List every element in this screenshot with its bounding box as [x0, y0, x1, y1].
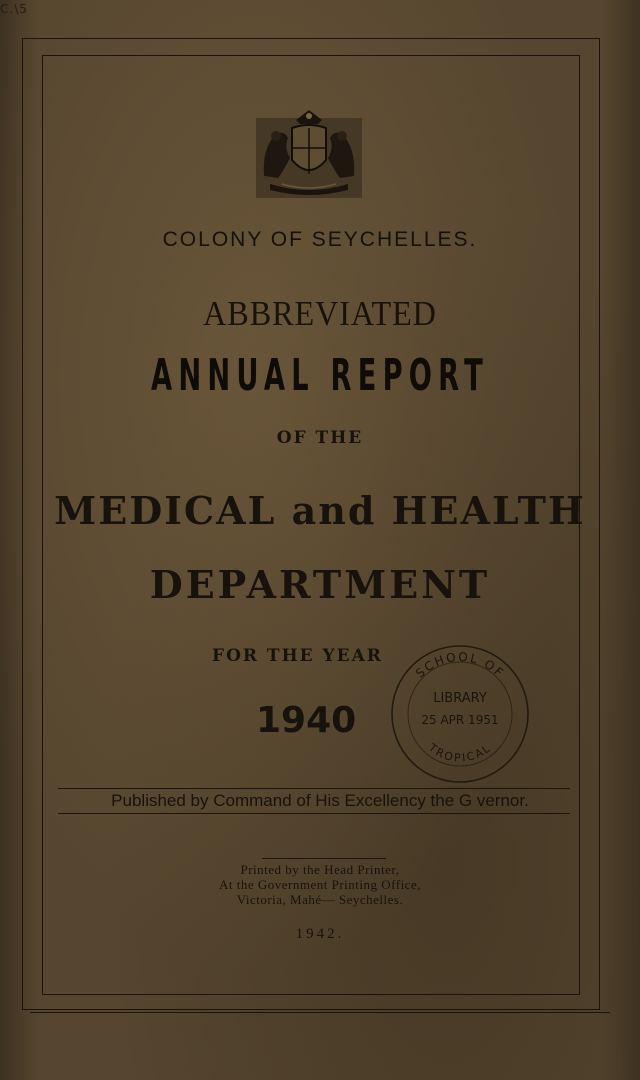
stamp-top-text: SCHOOL OF	[412, 649, 508, 681]
publication-rule-bottom	[58, 813, 570, 814]
library-stamp	[385, 640, 535, 788]
colony-heading: COLONY OF SEYCHELLES.	[162, 228, 478, 251]
svg-text:TROPICAL	[425, 740, 494, 764]
title-department: DEPARTMENT	[149, 562, 491, 607]
publication-year: 1942.	[295, 926, 345, 942]
imprint-line-3: Victoria, Mahé— Seychelles.	[236, 892, 404, 907]
imprint-line-1: Printed by the Head Printer,	[240, 862, 400, 877]
title-abbreviated: ABBREVIATED	[203, 294, 437, 333]
title-for-the-year: FOR THE YEAR	[212, 646, 383, 666]
publication-rule-top	[58, 788, 570, 789]
imprint-line-2: At the Government Printing Office,	[219, 877, 421, 892]
stamp-library-text: LIBRARY	[433, 691, 487, 706]
published-by-line: Published by Command of His Excellency the G vernor.	[111, 791, 529, 810]
corner-annotation: C.\5	[0, 2, 28, 16]
bottom-rule	[30, 1012, 610, 1013]
royal-coat-of-arms-icon	[254, 108, 364, 200]
title-of-the: OF THE	[276, 428, 364, 448]
stamp-bottom-text: TROPICAL	[426, 741, 494, 765]
report-year: 1940	[256, 700, 357, 741]
stamp-date-text: 25 APR 1951	[421, 713, 499, 727]
title-annual-report: ANNUAL REPORT	[151, 350, 489, 401]
imprint-rule	[262, 858, 386, 859]
title-medical-health: MEDICAL and HEALTH	[54, 488, 586, 533]
